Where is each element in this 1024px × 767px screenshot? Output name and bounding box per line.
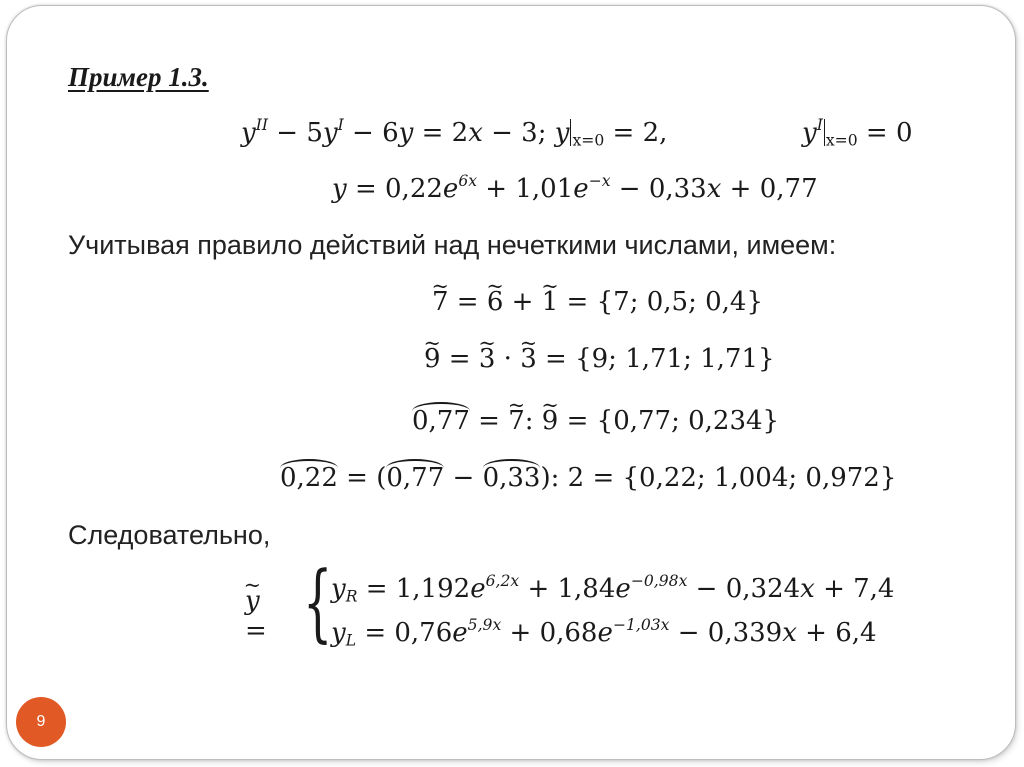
fuzzy-y: ~ y — [245, 586, 260, 616]
sol-e: e — [573, 174, 589, 204]
sys-term: = 1,192 — [357, 574, 471, 604]
sol-term: = 0,22 — [346, 174, 443, 204]
sys-term: + 0,68 — [501, 618, 598, 648]
fuzzy-result: ): 2 = {0,22; 1,004; 0,972} — [540, 463, 897, 493]
sys-term: + 6,4 — [796, 618, 877, 648]
fuzzy-number: 0,33 — [483, 459, 541, 493]
sol-term: + 0,77 — [721, 174, 818, 204]
eq-term: − 5 — [268, 118, 323, 148]
sys-subscript: R — [345, 587, 358, 606]
evaluation-bar — [824, 119, 825, 146]
sol-y: y — [332, 174, 347, 204]
sys-y: y — [331, 618, 346, 648]
sys-y: y — [331, 574, 346, 604]
system-line-right — [331, 574, 894, 604]
sys-term: − 0,339 — [669, 618, 783, 648]
sol-exponent: −x — [588, 172, 611, 191]
fuzzy-op: · — [495, 344, 521, 374]
example-title: Пример 1.3. — [68, 62, 209, 92]
sys-term: − 0,324 — [687, 574, 801, 604]
fuzzy-result: = {0,77; 0,234} — [558, 406, 780, 436]
sys-e: e — [470, 574, 486, 604]
sys-exponent: 5,9x — [467, 616, 502, 635]
condition-subscript: x=0 — [825, 131, 858, 150]
sys-subscript: L — [345, 631, 357, 650]
sol-exponent: 6x — [458, 172, 478, 191]
differential-equation — [241, 118, 667, 148]
fuzzy-line-3 — [412, 402, 779, 436]
eq-y: y — [554, 118, 570, 148]
fuzzy-result: = {9; 1,71; 1,71} — [536, 344, 775, 374]
fuzzy-number: 0,22 — [280, 459, 338, 493]
sys-term: + 7,4 — [814, 574, 895, 604]
eq-y: y — [322, 118, 338, 148]
sys-term: + 1,84 — [519, 574, 616, 604]
fuzzy-result: = {7; 0,5; 0,4} — [558, 287, 763, 317]
fuzzy-number: 0,77 — [412, 402, 470, 436]
eq-x: x — [468, 118, 483, 148]
sys-exponent: −1,03x — [612, 616, 670, 635]
conclusion-text: Следовательно, — [68, 520, 271, 550]
sys-x: x — [800, 574, 815, 604]
system-lhs — [245, 586, 267, 646]
sys-e: e — [615, 574, 631, 604]
fuzzy-number: ~ 3 — [520, 344, 537, 374]
fuzzy-line-1 — [432, 287, 763, 317]
sys-exponent: 6,2x — [485, 572, 520, 591]
fuzzy-line-2 — [424, 344, 775, 374]
eq-y-derivative-mark: I — [816, 116, 823, 135]
fuzzy-number: ~ 7 — [508, 406, 525, 436]
fuzzy-op: = — [469, 406, 509, 436]
sys-x: x — [782, 618, 797, 648]
eq-term: − 3; — [482, 118, 555, 148]
crisp-solution — [332, 174, 818, 204]
system-eq: = — [245, 616, 267, 646]
fuzzy-line-4 — [280, 459, 896, 493]
condition-subscript: x=0 — [572, 131, 605, 150]
page-number-badge: 9 — [16, 697, 66, 747]
sys-term: = 0,76 — [356, 618, 453, 648]
eq-term: = 2 — [413, 118, 469, 148]
fuzzy-number: ~ 7 — [432, 287, 449, 317]
fuzzy-number: ~ 9 — [542, 406, 559, 436]
fuzzy-op: = — [440, 344, 479, 374]
fuzzy-number: ~ 3 — [479, 344, 496, 374]
fuzzy-op: − — [444, 463, 483, 493]
fuzzy-op: : — [524, 406, 542, 436]
fuzzy-op: + — [503, 287, 542, 317]
eq-y-second-derivative-mark: II — [255, 116, 269, 135]
eq-y: y — [802, 118, 817, 148]
fuzzy-op: = ( — [337, 463, 387, 493]
sys-e: e — [597, 618, 613, 648]
sys-exponent: −0,98x — [630, 572, 688, 591]
sol-term: + 1,01 — [477, 174, 574, 204]
eq-term: − 6 — [343, 118, 399, 148]
eq-y-derivative-mark: I — [337, 116, 344, 135]
system-line-left — [331, 618, 877, 648]
fuzzy-number: 0,77 — [386, 459, 444, 493]
sol-x: x — [706, 174, 722, 204]
sol-term: − 0,33 — [610, 174, 707, 204]
intro-text: Учитывая правило действий над нечеткими числами, имеем: — [68, 230, 837, 260]
sol-e: e — [442, 174, 459, 204]
fuzzy-number: ~ 9 — [424, 344, 441, 374]
eq-y: y — [241, 118, 256, 148]
fuzzy-op: = — [448, 287, 487, 317]
initial-condition-value: = 2, — [604, 118, 668, 148]
eq-y: y — [398, 118, 414, 148]
initial-condition-value: = 0 — [857, 118, 913, 148]
sys-e: e — [452, 618, 468, 648]
fuzzy-number: ~ 6 — [487, 287, 504, 317]
fuzzy-number: ~ 1 — [542, 287, 559, 317]
initial-condition-derivative — [802, 118, 913, 148]
left-brace: { — [303, 553, 333, 651]
